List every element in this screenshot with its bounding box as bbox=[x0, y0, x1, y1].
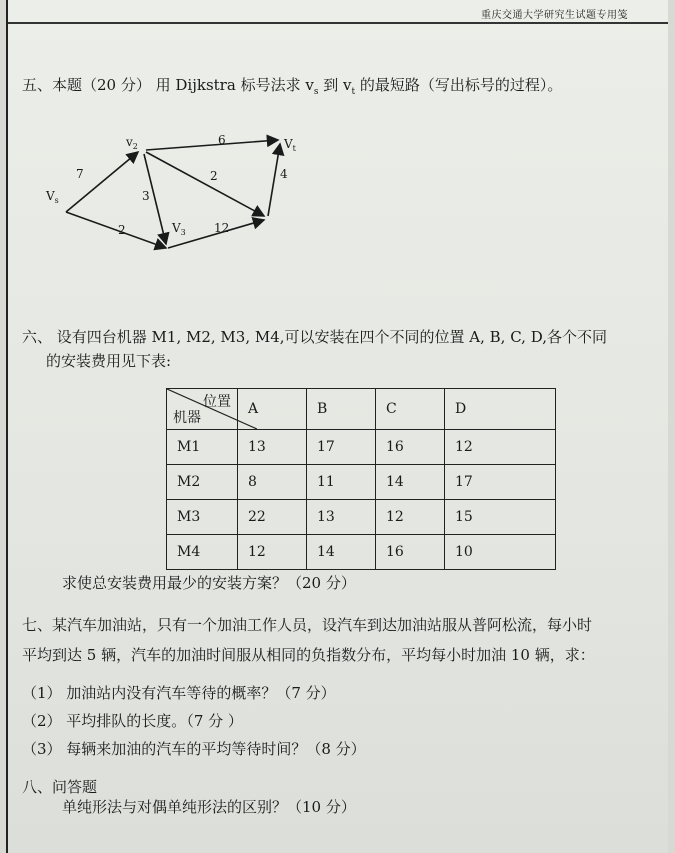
table-row bbox=[167, 465, 556, 500]
node-vs-label: $V_s$ bbox=[46, 189, 59, 205]
table-cell: 13 bbox=[307, 500, 376, 535]
edge-v2-vt bbox=[146, 140, 278, 150]
table-cell: 15 bbox=[445, 500, 556, 535]
exam-sheet bbox=[6, 0, 668, 853]
q5-graph bbox=[38, 120, 318, 260]
header-rule bbox=[8, 22, 668, 24]
q6-line2: 的安装费用见下表: bbox=[46, 352, 172, 370]
edge-v4-vt bbox=[268, 144, 280, 216]
table-cell: 12 bbox=[238, 535, 307, 570]
q6-line1: 六、 设有四台机器 M1, M2, M3, M4,可以安装在四个不同的位置 A, B, C, D,各个不同 bbox=[22, 328, 607, 346]
q7-item: （2） 平均排队的长度。（7 分 ） bbox=[22, 712, 243, 730]
q5-title: 五、本题（20 分） 用 Dijkstra 标号法求 $v_s$ 到 $v_t$ 的最短路（写出标号的过程）。 bbox=[22, 76, 563, 97]
edge-label-v4-vt: 4 bbox=[280, 167, 288, 181]
table-cell: 12 bbox=[376, 500, 445, 535]
diag-header-cell bbox=[167, 389, 238, 430]
table-row bbox=[167, 430, 556, 465]
table-row bbox=[167, 535, 556, 570]
node-v2-label: $v_2$ bbox=[126, 135, 138, 151]
edge-vs-v2 bbox=[66, 152, 138, 212]
edge-label-v2-vt: 6 bbox=[218, 133, 226, 147]
col-header: B bbox=[307, 389, 376, 430]
cost-table bbox=[166, 388, 556, 570]
table-row bbox=[167, 500, 556, 535]
col-header: D bbox=[445, 389, 556, 430]
edge-label-v2-v3: 3 bbox=[142, 189, 150, 203]
q6-question: 求使总安装费用最少的安装方案？（20 分） bbox=[62, 574, 356, 592]
q8-title: 八、问答题 bbox=[22, 778, 98, 796]
q7-line2: 平均到达 5 辆，汽车的加油时间服从相同的负指数分布，平均每小时加油 10 辆，求： bbox=[22, 646, 595, 664]
row-label: M2 bbox=[167, 465, 238, 500]
node-v3-label: $V_3$ bbox=[172, 221, 186, 237]
table-cell: 10 bbox=[445, 535, 556, 570]
col-header: C bbox=[376, 389, 445, 430]
table-cell: 13 bbox=[238, 430, 307, 465]
edge-vs-v3 bbox=[66, 212, 166, 248]
col-header: A bbox=[238, 389, 307, 430]
q8-text: 单纯形法与对偶单纯形法的区别？（10 分） bbox=[62, 798, 356, 816]
table-cell: 16 bbox=[376, 535, 445, 570]
diag-top-label: 位置 bbox=[203, 394, 231, 410]
table-cell: 16 bbox=[376, 430, 445, 465]
sheet-header: 重庆交通大学研究生试题专用笺 bbox=[481, 10, 628, 21]
row-label: M4 bbox=[167, 535, 238, 570]
edge-label-vs-v2: 7 bbox=[76, 167, 84, 181]
q7-line1: 七、某汽车加油站，只有一个加油工作人员，设汽车到达加油站服从普阿松流，每小时 bbox=[22, 616, 593, 634]
node-vt-label: $V_t$ bbox=[284, 137, 296, 153]
table-cell: 22 bbox=[238, 500, 307, 535]
q7-item: （1） 加油站内没有汽车等待的概率？（7 分） bbox=[22, 684, 336, 702]
table-cell: 17 bbox=[445, 465, 556, 500]
table-cell: 14 bbox=[307, 535, 376, 570]
edge-label-v3-v4: 12 bbox=[214, 221, 230, 235]
table-cell: 14 bbox=[376, 465, 445, 500]
row-label: M1 bbox=[167, 430, 238, 465]
table-cell: 8 bbox=[238, 465, 307, 500]
table-cell: 12 bbox=[445, 430, 556, 465]
cost-table-header bbox=[167, 389, 556, 430]
edge-v2-v4 bbox=[146, 152, 264, 216]
diag-bottom-label: 机器 bbox=[173, 410, 201, 426]
table-cell: 17 bbox=[307, 430, 376, 465]
edge-label-v2-v4: 2 bbox=[210, 169, 218, 183]
q7-item: （3） 每辆来加油的汽车的平均等待时间？（8 分） bbox=[22, 740, 366, 758]
edge-label-vs-v3: 2 bbox=[118, 223, 126, 237]
row-label: M3 bbox=[167, 500, 238, 535]
table-cell: 11 bbox=[307, 465, 376, 500]
